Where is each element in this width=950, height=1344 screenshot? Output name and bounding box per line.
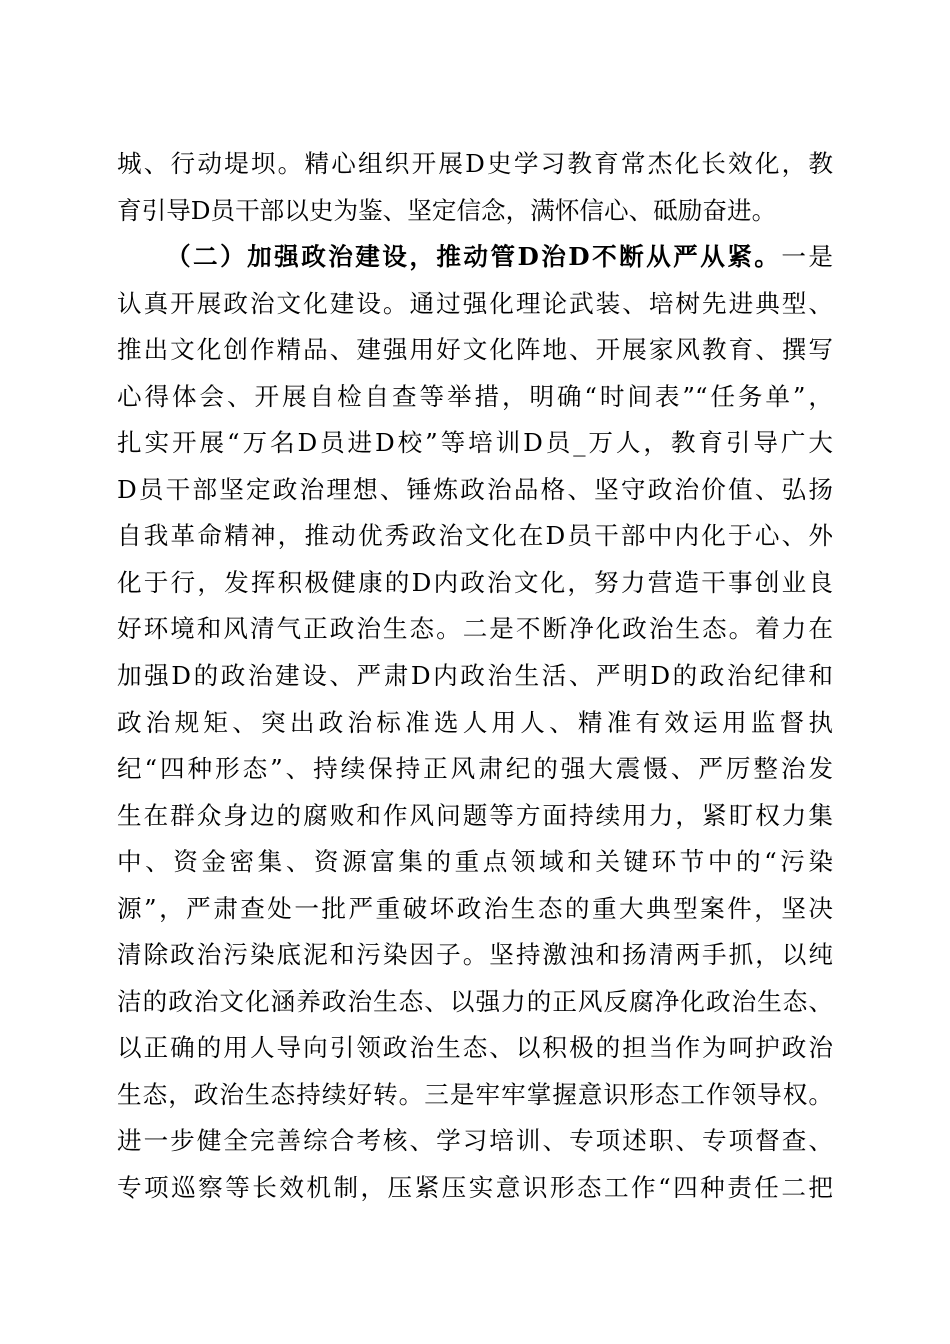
paragraph-2-line: 纪“四种形态”、持续保持正风肃纪的强大震慑、严厉整治发 <box>117 754 833 784</box>
paragraph-2-line: 中、资金密集、资源富集的重点领域和关键环节中的“污染 <box>117 847 833 877</box>
paragraph-2-first-line-rest: 一是 <box>781 242 833 272</box>
paragraph-2-line: 自我革命精神，推动优秀政治文化在D员干部中内化于心、外 <box>117 521 833 551</box>
paragraph-2-line: 生在群众身边的腐败和作风问题等方面持续用力，紧盯权力集 <box>117 800 833 830</box>
paragraph-2-line: 清除政治污染底泥和污染因子。坚持激浊和扬清两手抓，以纯 <box>117 940 833 970</box>
paragraph-2-line: 源”，严肃查处一批严重破坏政治生态的重大典型案件，坚决 <box>117 893 833 923</box>
paragraph-2-line: 认真开展政治文化建设。通过强化理论武装、培树先进典型、 <box>117 288 833 318</box>
paragraph-2-line: 推出文化创作精品、建强用好文化阵地、开展家风教育、撰写 <box>117 335 833 365</box>
paragraph-2-line: 扎实开展“万名D员进D校”等培训D员_万人，教育引导广大 <box>117 428 833 458</box>
paragraph-2-line: 生态，政治生态持续好转。三是牢牢掌握意识形态工作领导权。 <box>117 1079 833 1109</box>
paragraph-2-line: D员干部坚定政治理想、锤炼政治品格、坚守政治价值、弘扬 <box>117 474 833 504</box>
paragraph-2-line: 进一步健全完善综合考核、学习培训、专项述职、专项督查、 <box>117 1126 833 1156</box>
paragraph-1-line-2: 育引导D员干部以史为鉴、坚定信念，满怀信心、砥励奋进。 <box>117 195 777 225</box>
paragraph-2-line: 政治规矩、突出政治标准选人用人、精准有效运用监督执 <box>117 707 833 737</box>
section-heading: （二）加强政治建设，推动管D治D不断从严从紧。 <box>166 242 782 272</box>
paragraph-2-line: 专项巡察等长效机制，压紧压实意识形态工作“四种责任二把 <box>117 1173 833 1203</box>
paragraph-2-first-line <box>117 238 833 285</box>
body-text <box>117 145 833 1216</box>
paragraph-2-line: 洁的政治文化涵养政治生态、以强力的正风反腐净化政治生态、 <box>117 986 833 1016</box>
paragraph-2-line: 心得体会、开展自检自查等举措，明确“时间表”“任务单”， <box>117 381 833 411</box>
paragraph-1-line-1: 城、行动堤坝。精心组织开展D史学习教育常杰化长效化，教 <box>117 149 833 178</box>
paragraph-2-line: 好环境和风清气正政治生态。二是不断净化政治生态。着力在 <box>117 614 833 644</box>
paragraph-2-line: 化于行，发挥积极健康的D内政治文化，努力营造干事创业良 <box>117 567 833 597</box>
paragraph-2-line: 以正确的用人导向引领政治生态、以积极的担当作为呵护政治 <box>117 1033 833 1063</box>
paragraph-2-line: 加强D的政治建设、严肃D内政治生活、严明D的政治纪律和 <box>117 661 833 691</box>
